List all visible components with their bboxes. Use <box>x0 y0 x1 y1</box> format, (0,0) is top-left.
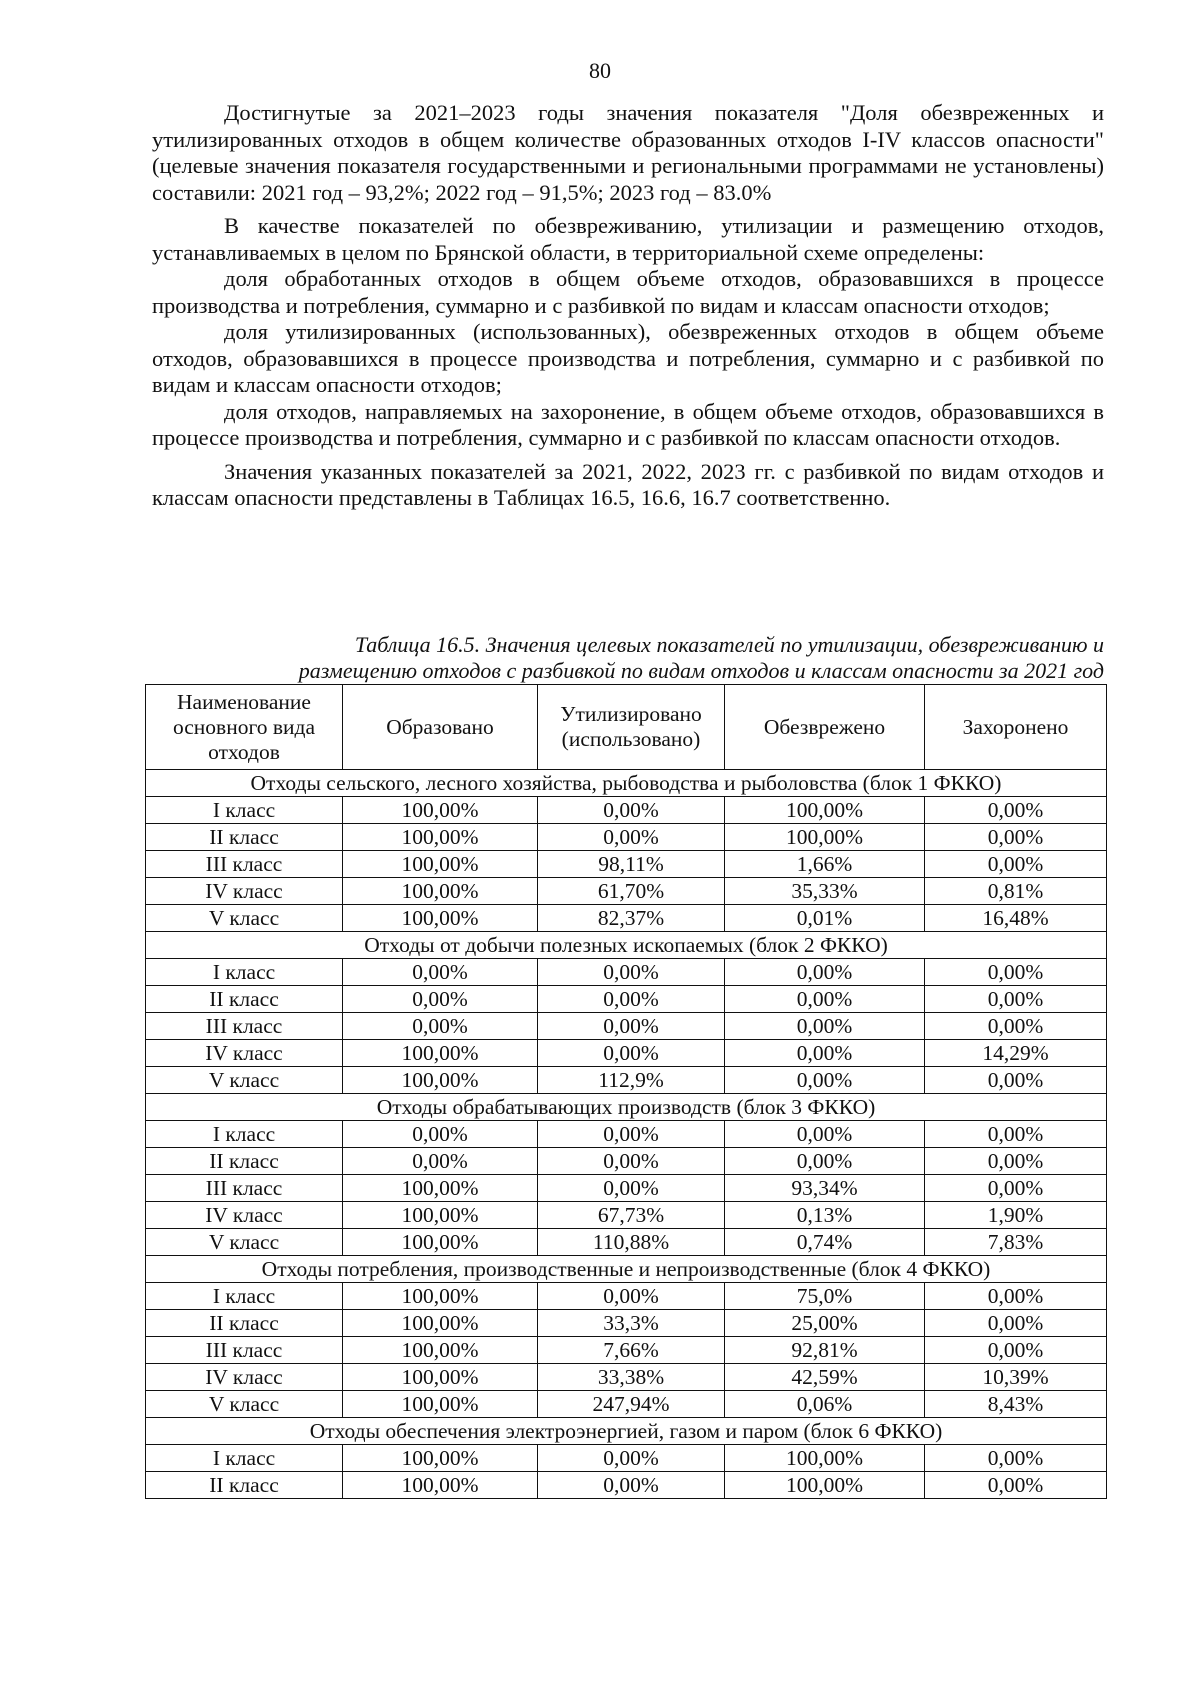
buried-cell: 0,00% <box>925 1067 1107 1094</box>
utilized-cell: 0,00% <box>538 986 725 1013</box>
table-row <box>146 1121 1107 1148</box>
table-row <box>146 878 1107 905</box>
table-body <box>146 770 1107 1499</box>
neutralized-cell: 0,13% <box>725 1202 925 1229</box>
buried-cell: 0,81% <box>925 878 1107 905</box>
buried-cell: 0,00% <box>925 959 1107 986</box>
class-cell: III класс <box>146 1337 343 1364</box>
table-row <box>146 986 1107 1013</box>
table-row <box>146 1364 1107 1391</box>
neutralized-cell: 0,00% <box>725 1148 925 1175</box>
neutralized-cell: 0,00% <box>725 1040 925 1067</box>
table-row <box>146 1040 1107 1067</box>
class-cell: I класс <box>146 1121 343 1148</box>
section-title: Отходы обеспечения электроэнергией, газом и паром (блок 6 ФККО) <box>146 1418 1107 1445</box>
utilized-cell: 247,94% <box>538 1391 725 1418</box>
table-row <box>146 1202 1107 1229</box>
header-waste-type: Наименование основного вида отходов <box>146 685 343 770</box>
table-caption-line: размещению отходов с разбивкой по видам отходов и классам опасности за 2021 год <box>298 658 1104 683</box>
table-header-row <box>146 685 1107 770</box>
class-cell: II класс <box>146 1472 343 1499</box>
class-cell: IV класс <box>146 1202 343 1229</box>
table-row <box>146 1175 1107 1202</box>
generated-cell: 100,00% <box>343 1202 538 1229</box>
table-row <box>146 905 1107 932</box>
generated-cell: 0,00% <box>343 1121 538 1148</box>
utilized-cell: 0,00% <box>538 797 725 824</box>
buried-cell: 0,00% <box>925 1283 1107 1310</box>
table-row <box>146 1310 1107 1337</box>
table-row <box>146 1337 1107 1364</box>
class-cell: III класс <box>146 1013 343 1040</box>
section-title: Отходы потребления, производственные и непроизводственные (блок 4 ФККО) <box>146 1256 1107 1283</box>
paragraph-processed-share: доля обработанных отходов в общем объеме отходов, образовавшихся в процессе производства и потребления, суммарно и с разбивкой по видам и классам опасности отходов; <box>152 266 1104 318</box>
class-cell: V класс <box>146 1067 343 1094</box>
buried-cell: 0,00% <box>925 1121 1107 1148</box>
section-title: Отходы от добычи полезных ископаемых (блок 2 ФККО) <box>146 932 1107 959</box>
neutralized-cell: 100,00% <box>725 1445 925 1472</box>
buried-cell: 0,00% <box>925 1148 1107 1175</box>
utilized-cell: 82,37% <box>538 905 725 932</box>
generated-cell: 100,00% <box>343 1310 538 1337</box>
table-row <box>146 824 1107 851</box>
table-row <box>146 1148 1107 1175</box>
utilized-cell: 61,70% <box>538 878 725 905</box>
class-cell: I класс <box>146 959 343 986</box>
neutralized-cell: 0,00% <box>725 1121 925 1148</box>
generated-cell: 100,00% <box>343 1472 538 1499</box>
utilized-cell: 0,00% <box>538 824 725 851</box>
class-cell: III класс <box>146 851 343 878</box>
generated-cell: 100,00% <box>343 824 538 851</box>
class-cell: IV класс <box>146 1040 343 1067</box>
header-neutralized: Обезврежено <box>725 685 925 770</box>
neutralized-cell: 100,00% <box>725 797 925 824</box>
utilized-cell: 0,00% <box>538 1013 725 1040</box>
neutralized-cell: 0,00% <box>725 1067 925 1094</box>
utilized-cell: 0,00% <box>538 959 725 986</box>
neutralized-cell: 0,06% <box>725 1391 925 1418</box>
buried-cell: 0,00% <box>925 824 1107 851</box>
class-cell: II класс <box>146 1148 343 1175</box>
section-row <box>146 1094 1107 1121</box>
utilized-cell: 0,00% <box>538 1445 725 1472</box>
class-cell: IV класс <box>146 878 343 905</box>
neutralized-cell: 25,00% <box>725 1310 925 1337</box>
utilized-cell: 110,88% <box>538 1229 725 1256</box>
table-row <box>146 797 1107 824</box>
table-row <box>146 1445 1107 1472</box>
section-title: Отходы сельского, лесного хозяйства, рыбоводства и рыболовства (блок 1 ФККО) <box>146 770 1107 797</box>
utilized-cell: 112,9% <box>538 1067 725 1094</box>
class-cell: V класс <box>146 1229 343 1256</box>
generated-cell: 100,00% <box>343 851 538 878</box>
utilized-cell: 0,00% <box>538 1040 725 1067</box>
class-cell: I класс <box>146 797 343 824</box>
neutralized-cell: 100,00% <box>725 1472 925 1499</box>
section-row <box>146 932 1107 959</box>
table-row <box>146 851 1107 878</box>
table-caption-line: Таблица 16.5. Значения целевых показателей по утилизации, обезвреживанию и <box>354 632 1104 657</box>
neutralized-cell: 93,34% <box>725 1175 925 1202</box>
utilized-cell: 0,00% <box>538 1175 725 1202</box>
class-cell: II класс <box>146 824 343 851</box>
generated-cell: 0,00% <box>343 1013 538 1040</box>
neutralized-cell: 75,0% <box>725 1283 925 1310</box>
buried-cell: 0,00% <box>925 1013 1107 1040</box>
generated-cell: 0,00% <box>343 959 538 986</box>
utilized-cell: 0,00% <box>538 1283 725 1310</box>
paragraph-burial-share: доля отходов, направляемых на захоронение, в общем объеме отходов, образовавшихся в процессе производства и потребления, суммарно и с разбивкой по классам опасности отходов. <box>152 398 1104 450</box>
generated-cell: 100,00% <box>343 1067 538 1094</box>
table-caption <box>190 632 1104 684</box>
generated-cell: 100,00% <box>343 1337 538 1364</box>
table-row <box>146 1391 1107 1418</box>
paragraph-tables-reference: Значения указанных показателей за 2021, 2022, 2023 гг. с разбивкой по видам отходов и классам опасности представлены в Таблицах 16.5, 16.6, 16.7 соответственно. <box>152 458 1104 510</box>
neutralized-cell: 0,00% <box>725 986 925 1013</box>
table-row <box>146 1472 1107 1499</box>
utilized-cell: 0,00% <box>538 1121 725 1148</box>
utilized-cell: 98,11% <box>538 851 725 878</box>
utilized-cell: 67,73% <box>538 1202 725 1229</box>
buried-cell: 7,83% <box>925 1229 1107 1256</box>
class-cell: V класс <box>146 905 343 932</box>
header-utilized: Утилизировано (использовано) <box>538 685 725 770</box>
generated-cell: 100,00% <box>343 878 538 905</box>
section-title: Отходы обрабатывающих производств (блок 3 ФККО) <box>146 1094 1107 1121</box>
table-row <box>146 1013 1107 1040</box>
buried-cell: 0,00% <box>925 1175 1107 1202</box>
table-row <box>146 1283 1107 1310</box>
generated-cell: 100,00% <box>343 1445 538 1472</box>
paragraph-utilized-share: доля утилизированных (использованных), обезвреженных отходов в общем объеме отходов, образовавшихся в процессе производства и потребления, суммарно и с разбивкой по видам и классам опасности отходов; <box>152 319 1104 397</box>
section-row <box>146 1418 1107 1445</box>
generated-cell: 100,00% <box>343 1040 538 1067</box>
neutralized-cell: 0,00% <box>725 959 925 986</box>
neutralized-cell: 100,00% <box>725 824 925 851</box>
table-row <box>146 959 1107 986</box>
generated-cell: 100,00% <box>343 797 538 824</box>
buried-cell: 8,43% <box>925 1391 1107 1418</box>
neutralized-cell: 0,00% <box>725 1013 925 1040</box>
buried-cell: 1,90% <box>925 1202 1107 1229</box>
class-cell: I класс <box>146 1283 343 1310</box>
buried-cell: 14,29% <box>925 1040 1107 1067</box>
buried-cell: 0,00% <box>925 851 1107 878</box>
section-row <box>146 770 1107 797</box>
buried-cell: 0,00% <box>925 1337 1107 1364</box>
buried-cell: 16,48% <box>925 905 1107 932</box>
paragraph-achieved-values: Достигнутые за 2021–2023 годы значения показателя "Доля обезвреженных и утилизированных отходов в общем количестве образованных отходов I-IV классов опасности" (целевые значения показателя государственными и региональными программами не установлены) составили: 2021 год – 93,2%; 2022 год – 91,5%; 2023 год – 83.0% <box>152 100 1104 205</box>
generated-cell: 100,00% <box>343 1364 538 1391</box>
generated-cell: 100,00% <box>343 1175 538 1202</box>
neutralized-cell: 35,33% <box>725 878 925 905</box>
neutralized-cell: 1,66% <box>725 851 925 878</box>
neutralized-cell: 0,74% <box>725 1229 925 1256</box>
neutralized-cell: 42,59% <box>725 1364 925 1391</box>
utilized-cell: 0,00% <box>538 1148 725 1175</box>
neutralized-cell: 0,01% <box>725 905 925 932</box>
header-generated: Образовано <box>343 685 538 770</box>
class-cell: I класс <box>146 1445 343 1472</box>
buried-cell: 0,00% <box>925 1310 1107 1337</box>
utilized-cell: 7,66% <box>538 1337 725 1364</box>
table-row <box>146 1229 1107 1256</box>
class-cell: V класс <box>146 1391 343 1418</box>
class-cell: IV класс <box>146 1364 343 1391</box>
generated-cell: 100,00% <box>343 1229 538 1256</box>
generated-cell: 0,00% <box>343 986 538 1013</box>
class-cell: II класс <box>146 986 343 1013</box>
utilized-cell: 33,38% <box>538 1364 725 1391</box>
utilized-cell: 33,3% <box>538 1310 725 1337</box>
table-row <box>146 1067 1107 1094</box>
paragraph-indicators-intro: В качестве показателей по обезвреживанию, утилизации и размещению отходов, устанавливаемых в целом по Брянской области, в территориальной схеме определены: <box>152 213 1104 265</box>
buried-cell: 10,39% <box>925 1364 1107 1391</box>
generated-cell: 100,00% <box>343 1391 538 1418</box>
neutralized-cell: 92,81% <box>725 1337 925 1364</box>
page-number: 80 <box>589 58 611 83</box>
header-buried: Захоронено <box>925 685 1107 770</box>
generated-cell: 100,00% <box>343 905 538 932</box>
body-text <box>152 100 1104 519</box>
utilized-cell: 0,00% <box>538 1472 725 1499</box>
buried-cell: 0,00% <box>925 797 1107 824</box>
class-cell: II класс <box>146 1310 343 1337</box>
generated-cell: 100,00% <box>343 1283 538 1310</box>
buried-cell: 0,00% <box>925 1472 1107 1499</box>
section-row <box>146 1256 1107 1283</box>
waste-indicators-table <box>145 684 1107 1499</box>
buried-cell: 0,00% <box>925 986 1107 1013</box>
class-cell: III класс <box>146 1175 343 1202</box>
generated-cell: 0,00% <box>343 1148 538 1175</box>
buried-cell: 0,00% <box>925 1445 1107 1472</box>
